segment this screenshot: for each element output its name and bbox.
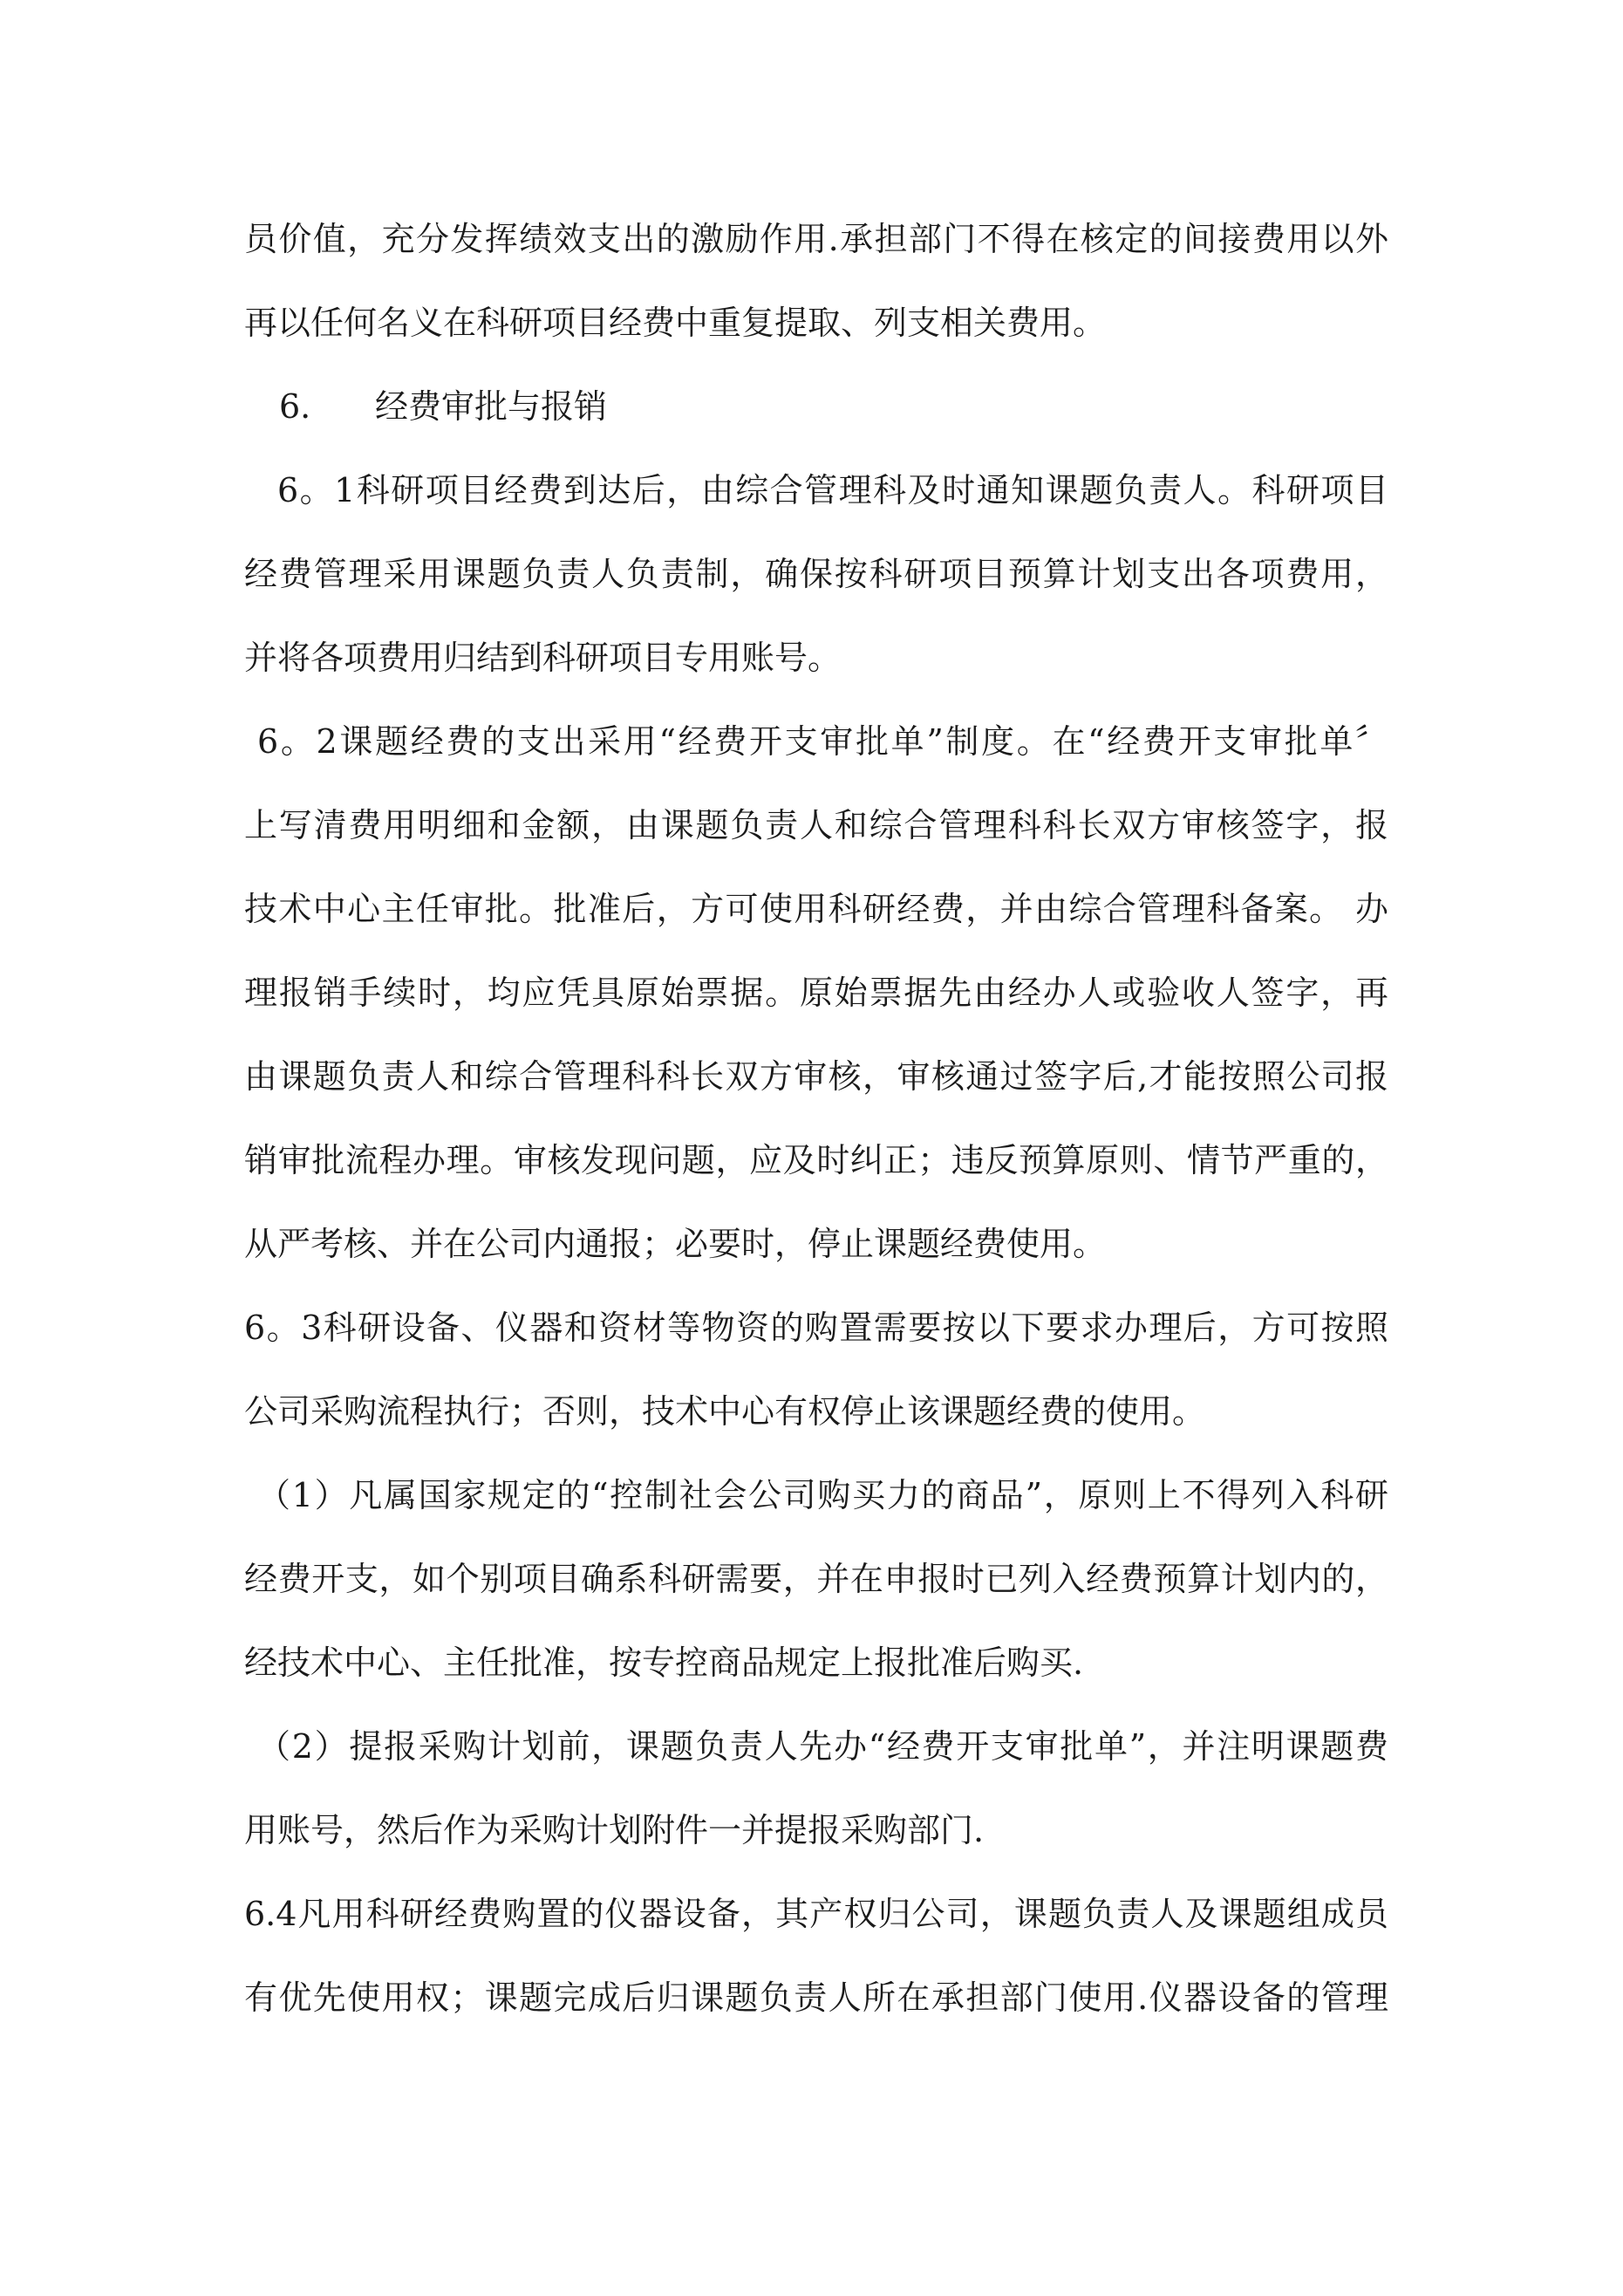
- paragraph-line: 并将各项费用归结到科研项目专用账号。: [244, 639, 842, 677]
- paragraph-line: 6。3科研设备、仪器和资材等物资的购置需要按以下要求办理后，方可按照: [244, 1309, 1388, 1347]
- paragraph-line: 经技术中心、主任批准，按专控商品规定上报批准后购买.: [244, 1643, 1084, 1682]
- paragraph-line: 6.4凡用科研经费购置的仪器设备，其产权归公司，课题负责人及课题组成员: [244, 1895, 1388, 1933]
- paragraph-line: （2）提报采购计划前，课题负责人先办“经费开支审批单”，并注明课题费: [257, 1727, 1388, 1766]
- paragraph-line: 由课题负责人和综合管理科科长双方审核，审核通过签字后,才能按照公司报: [244, 1057, 1388, 1096]
- section-number: 6.: [279, 387, 311, 426]
- paragraph-line: 上写清费用明细和金额，由课题负责人和综合管理科科长双方审核签字，报: [244, 806, 1388, 844]
- paragraph-line: 销审批流程办理。审核发现问题，应及时纠正；违反预算原则、情节严重的，: [244, 1141, 1388, 1179]
- paragraph-line: 用账号，然后作为采购计划附件一并提报采购部门.: [244, 1811, 985, 1849]
- paragraph-line: 6。1科研项目经费到达后，由综合管理科及时通知课题负责人。科研项目: [277, 471, 1388, 509]
- paragraph-line: 6。2课题经费的支出采用“经费开支审批单”制度。在“经费开支审批单〞: [257, 722, 1388, 761]
- paragraph-line: 员价值，充分发挥绩效支出的激励作用.承担部门不得在核定的间接费用以外: [244, 220, 1388, 258]
- section-title: 经费审批与报销: [375, 387, 608, 426]
- paragraph-line: 经费管理采用课题负责人负责制，确保按科研项目预算计划支出各项费用，: [244, 555, 1388, 593]
- paragraph-line: 有优先使用权；课题完成后归课题负责人所在承担部门使用.仪器设备的管理: [244, 1978, 1388, 2017]
- paragraph-line: 技术中心主任审批。批准后，方可使用科研经费，并由综合管理科备案。 办: [244, 890, 1388, 928]
- section-heading: [244, 380, 1388, 433]
- paragraph-line: 经费开支，如个别项目确系科研需要，并在申报时已列入经费预算计划内的，: [244, 1560, 1388, 1598]
- paragraph-line: 再以任何名义在科研项目经费中重复提取、列支相关费用。: [244, 304, 1107, 342]
- paragraph-line: 从严考核、并在公司内通报；必要时，停止课题经费使用。: [244, 1225, 1107, 1263]
- paragraph-line: 理报销手续时，均应凭具原始票据。原始票据先由经办人或验收人签字，再: [244, 974, 1388, 1012]
- paragraph-line: （1）凡属国家规定的“控制社会公司购买力的商品”，原则上不得列入科研: [257, 1476, 1388, 1514]
- paragraph-line: 公司采购流程执行；否则，技术中心有权停止该课题经费的使用。: [244, 1392, 1206, 1431]
